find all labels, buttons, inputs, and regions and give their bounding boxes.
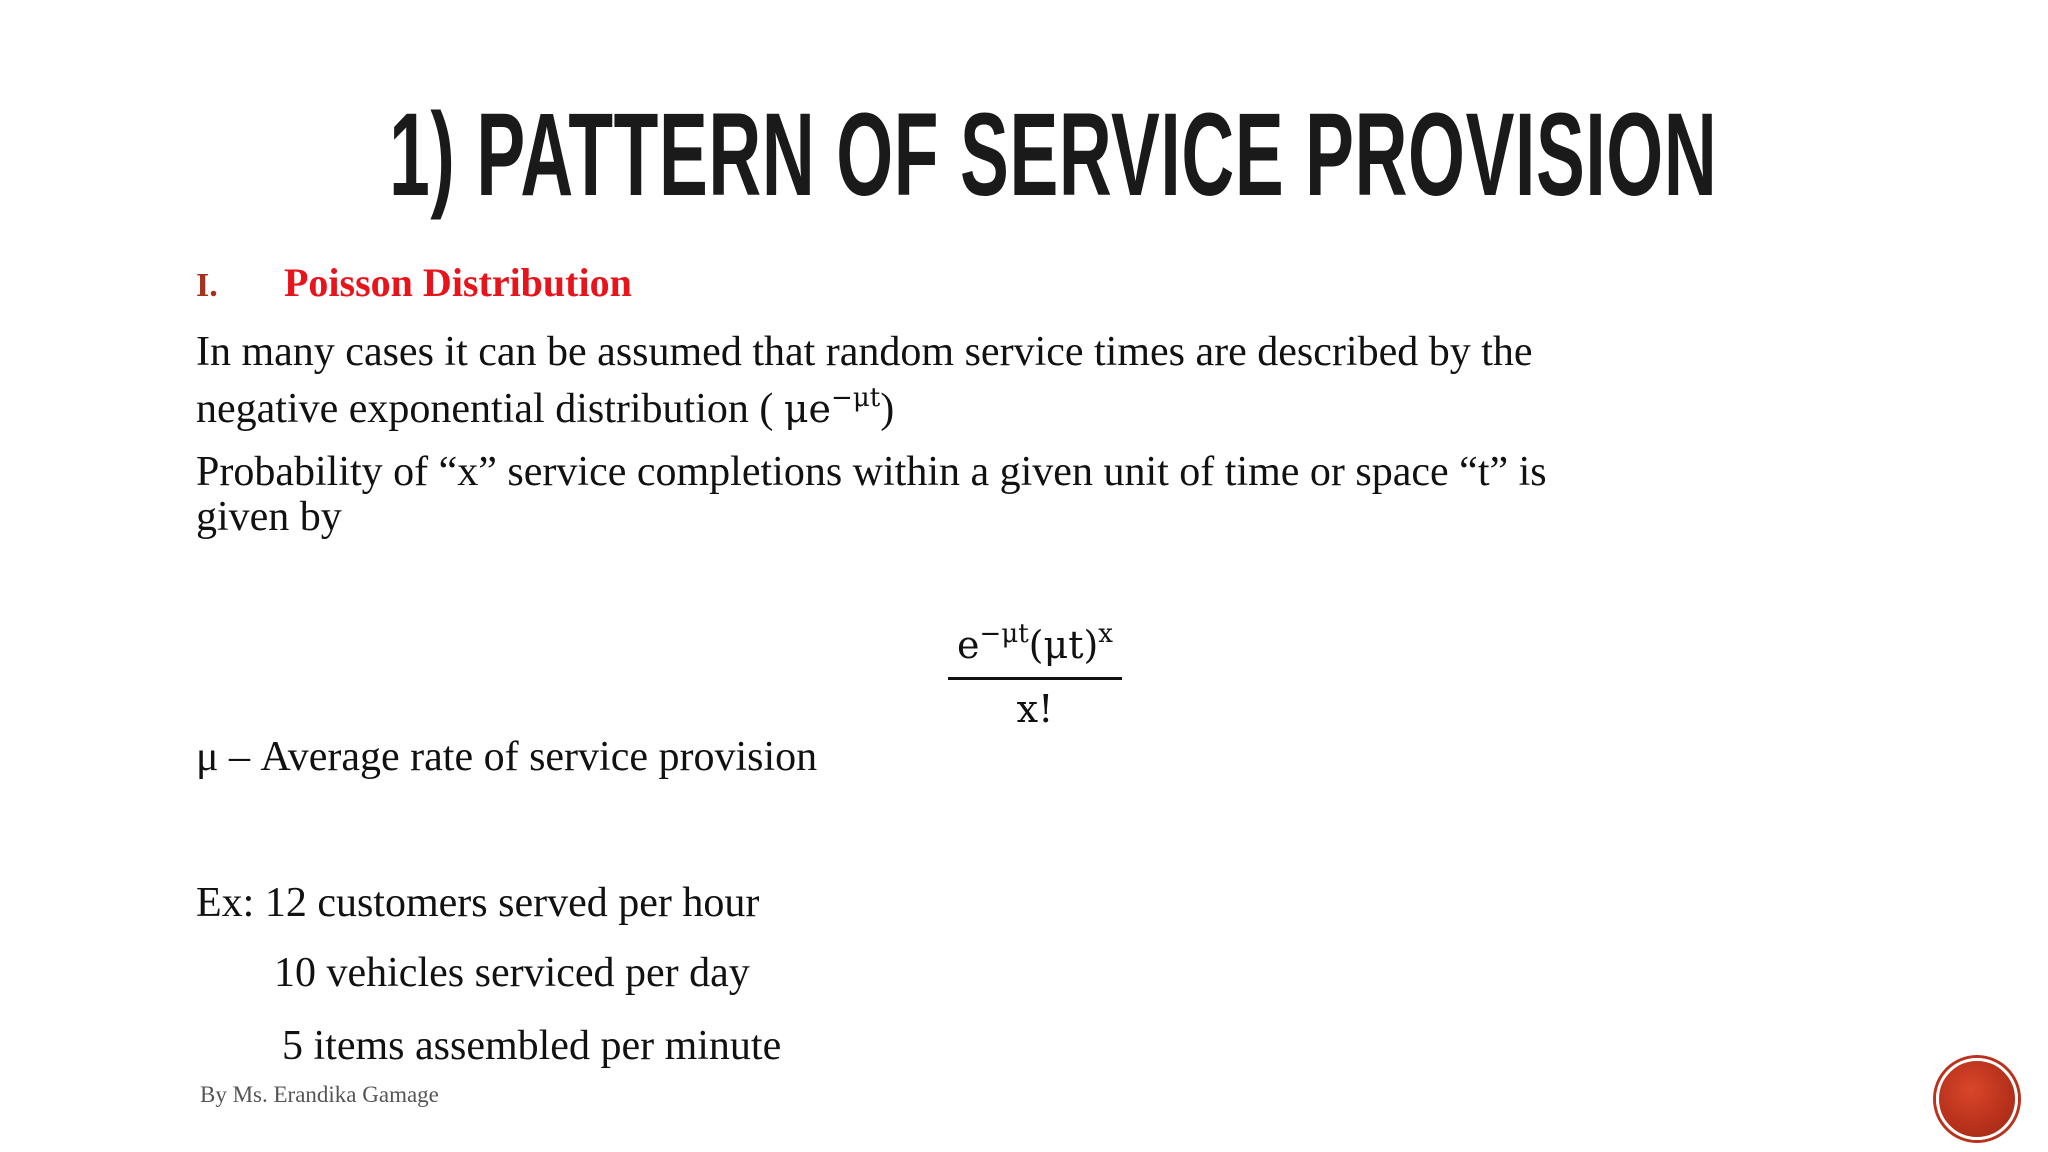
inline-math-exponent: −μt <box>831 383 881 413</box>
slide-badge-icon <box>1936 1058 2018 1140</box>
paragraph-2-line-1: Probability of “x” service completions within a given unit of time or space “t” is <box>196 449 1547 495</box>
poisson-formula <box>948 608 1122 732</box>
inline-math-close: ) <box>880 386 895 432</box>
paragraph-1-line-2 <box>196 376 894 432</box>
formula-power: x <box>1098 619 1113 649</box>
formula-e: e <box>957 623 980 667</box>
paragraph-2-line-2: given by <box>196 494 342 540</box>
formula-numerator <box>948 608 1122 671</box>
inline-math-base: μe <box>783 387 832 431</box>
formula-exponent: −μt <box>979 619 1029 649</box>
mu-definition: μ – Average rate of service provision <box>196 734 818 780</box>
slide-title: 1) PATTERN OF SERVICE PROVISION <box>389 89 1718 221</box>
example-line-2: 10 vehicles serviced per day <box>274 950 750 996</box>
paragraph-1-line-1: In many cases it can be assumed that random service times are described by the <box>196 329 1533 375</box>
example-line-3: 5 items assembled per minute <box>282 1023 782 1069</box>
formula-mu-t: (μt) <box>1028 623 1099 667</box>
section-number: I. <box>196 267 218 304</box>
footer-author: By Ms. Erandika Gamage <box>200 1082 439 1107</box>
fraction-bar <box>948 677 1122 680</box>
section-heading <box>196 258 632 311</box>
example-line-1: Ex: 12 customers served per hour <box>196 880 760 926</box>
section-label: Poisson Distribution <box>284 260 632 305</box>
paragraph-1-line-2-text: negative exponential distribution ( <box>196 386 784 432</box>
formula-denominator: x! <box>1016 687 1054 731</box>
